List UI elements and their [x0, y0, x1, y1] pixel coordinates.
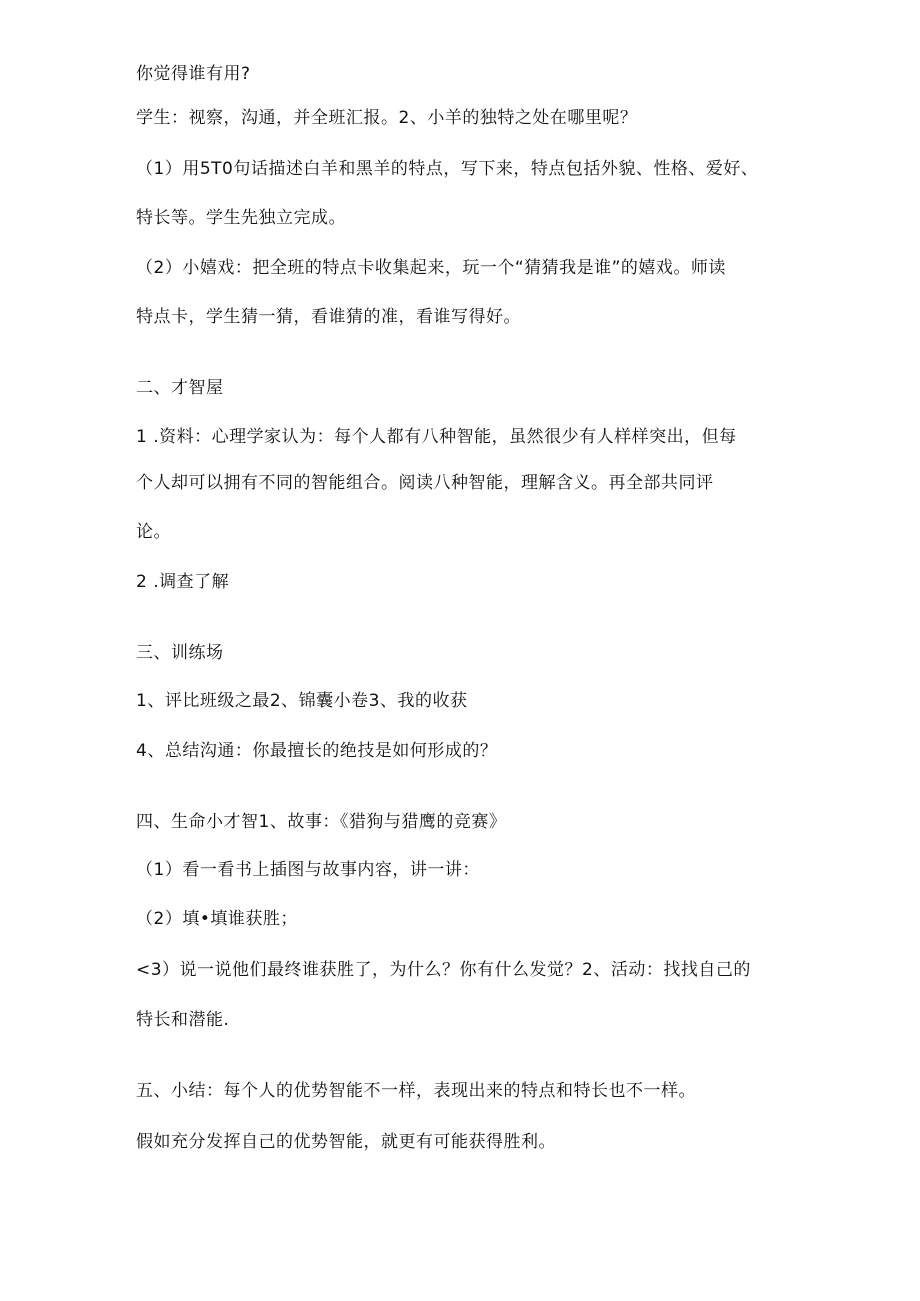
text-line: 1、评比班级之最2、锦囊小卷3、我的收获	[136, 691, 468, 711]
text-line: 特长等。学生先独立完成。	[136, 208, 346, 228]
text-line: 论。	[136, 522, 171, 542]
text-line: （2）填•填谁获胜；	[136, 909, 298, 929]
section-heading: 五、小结：每个人的优势智能不一样，表现出来的特点和特长也不一样。	[136, 1081, 696, 1101]
text-line: 4、总结沟通：你最擅长的绝技是如何形成的？	[136, 741, 498, 761]
text-line: （2）小嬉戏：把全班的特点卡收集起来，玩一个“猜猜我是谁”的嬉戏。师读	[136, 258, 726, 278]
text-line: 特点卡，学生猜一猜，看谁猜的准，看谁写得好。	[136, 307, 521, 327]
section-heading: 二、才智屋	[136, 378, 224, 398]
section-heading: 三、训练场	[136, 643, 224, 663]
text-line: 2 .调查了解	[136, 572, 230, 592]
text-line: 个人却可以拥有不同的智能组合。阅读八种智能，理解含义。再全部共同评	[136, 473, 714, 493]
text-line: 1 .资料：心理学家认为：每个人都有八种智能，虽然很少有人样样突出，但每	[136, 427, 737, 447]
text-line: 学生：视察，沟通，并全班汇报。2、小羊的独特之处在哪里呢？	[136, 108, 638, 128]
section-heading: 四、生命小才智1、故事：《猎狗与猎鹰的竞赛》	[136, 812, 507, 832]
text-line: （1）用5T0句话描述白羊和黑羊的特点，写下来，特点包括外貌、性格、爱好、	[136, 159, 759, 179]
text-line: （1）看一看书上插图与故事内容，讲一讲：	[136, 860, 480, 880]
text-line: <3）说一说他们最终谁获胜了，为什么？你有什么发觉？2、活动：找找自己的	[136, 960, 751, 980]
text-line: 你觉得谁有用?	[136, 64, 251, 84]
text-line: 特长和潜能.	[136, 1010, 230, 1030]
text-line: 假如充分发挥自己的优势智能，就更有可能获得胜利。	[136, 1132, 556, 1152]
